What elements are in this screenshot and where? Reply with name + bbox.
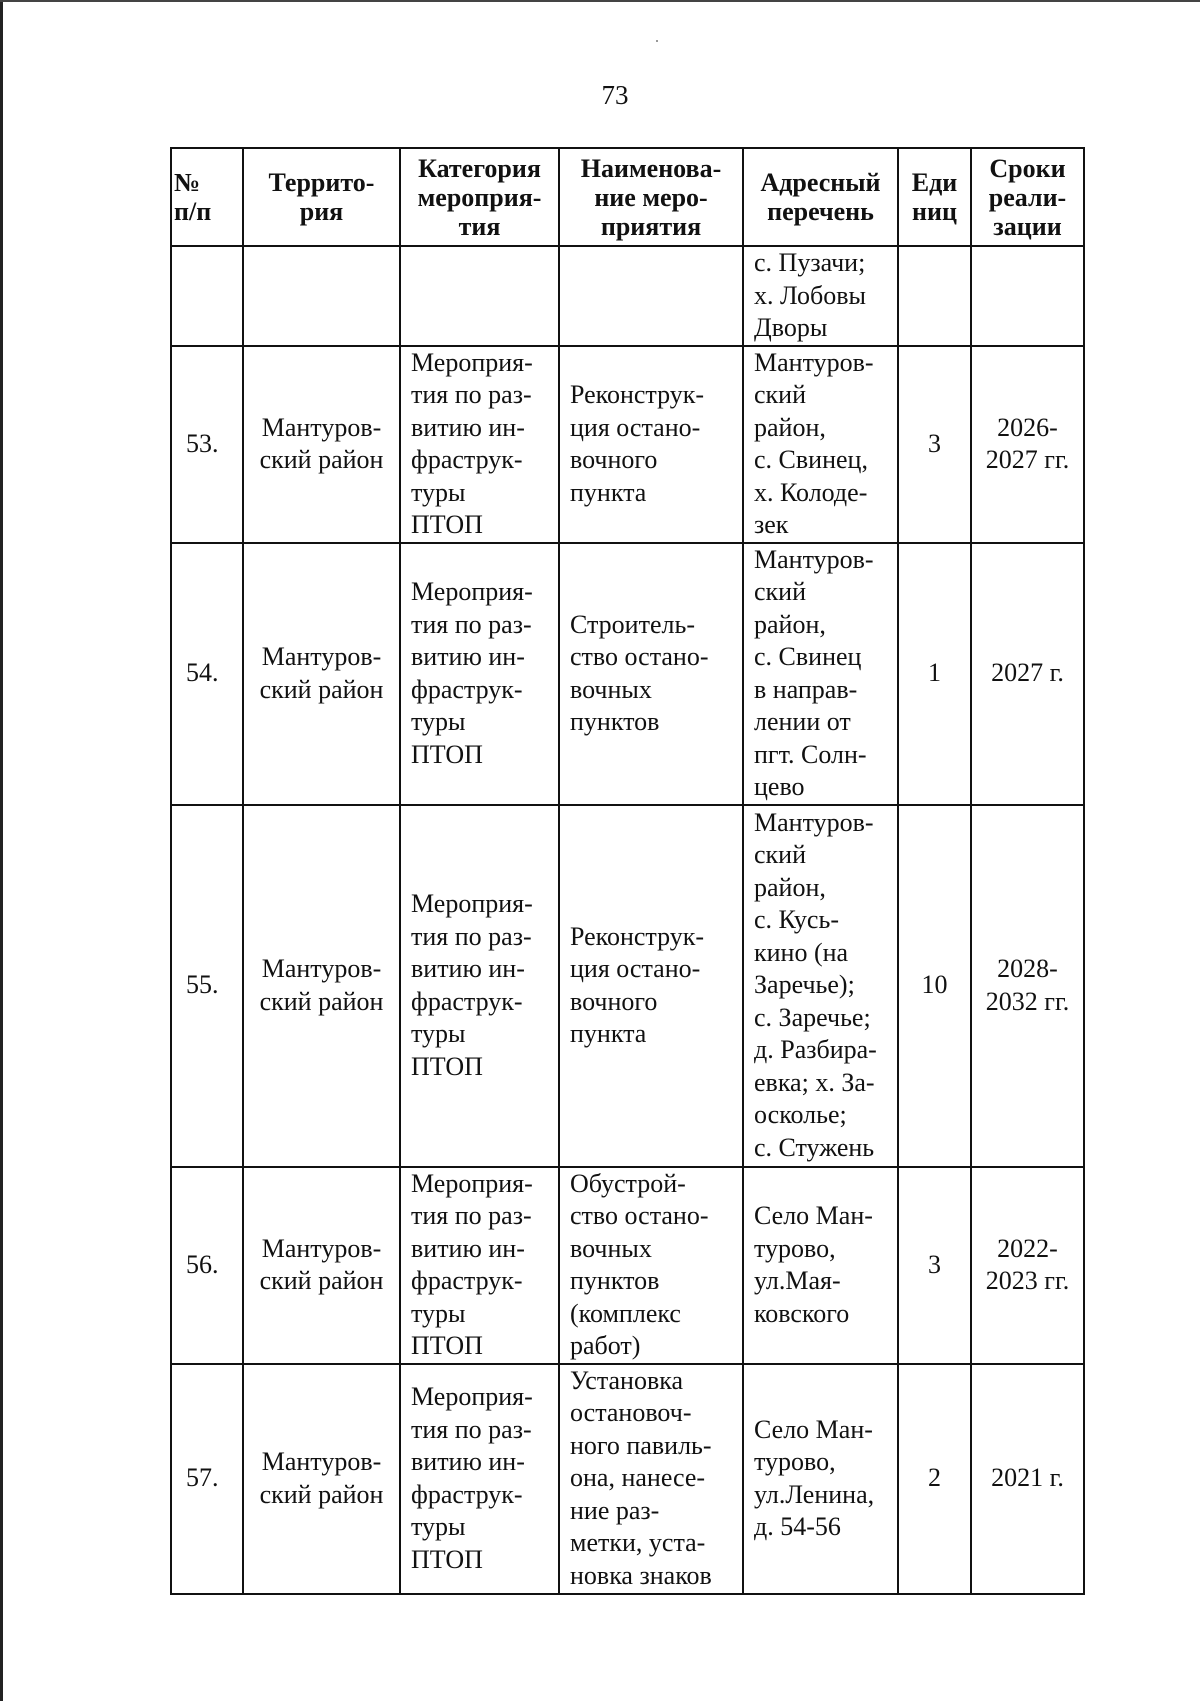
cell-category xyxy=(400,1167,559,1364)
cell-units-text: 2 xyxy=(928,1463,941,1493)
cell-territory xyxy=(243,1167,400,1364)
cell-units xyxy=(898,543,971,805)
cell-dates-text: 2027 г. xyxy=(991,658,1064,688)
table-row xyxy=(171,1167,1084,1364)
header-dates-text: Сроки реали- зации xyxy=(988,153,1067,241)
cell-dates xyxy=(971,1364,1084,1594)
cell-address-text: Мантуров- ский район, с. Свинец, х. Колоде- зек xyxy=(754,347,874,539)
header-address-text: Адресный перечень xyxy=(760,168,881,226)
table-body xyxy=(171,246,1084,1594)
cell-territory-text: Мантуров- ский район xyxy=(259,1447,384,1509)
cell-dates xyxy=(971,805,1084,1167)
cell-territory xyxy=(243,346,400,543)
header-num xyxy=(171,148,243,246)
table-row xyxy=(171,346,1084,543)
cell-name-text: Реконструк- ция остано- вочного пункта xyxy=(570,380,705,507)
cell-category xyxy=(400,246,559,346)
cell-name-text: Реконструк- ция остано- вочного пункта xyxy=(570,921,705,1048)
cell-territory xyxy=(243,805,400,1167)
table-row xyxy=(171,246,1084,346)
cell-num-text: 53. xyxy=(186,428,219,458)
cell-units-text: 3 xyxy=(928,428,941,458)
cell-address xyxy=(743,1167,898,1364)
cell-address xyxy=(743,246,898,346)
cell-name xyxy=(559,1167,743,1364)
cell-address-text: с. Пузачи; х. Лобовы Дворы xyxy=(754,248,866,342)
cell-category xyxy=(400,346,559,543)
scan-speck xyxy=(656,40,658,42)
cell-num xyxy=(171,1364,243,1594)
cell-dates xyxy=(971,1167,1084,1364)
cell-name xyxy=(559,1364,743,1594)
cell-num xyxy=(171,1167,243,1364)
table-row xyxy=(171,1364,1084,1594)
cell-category xyxy=(400,1364,559,1594)
cell-category-text: Мероприя- тия по раз- витию ин- фраструк- туры ПТОП xyxy=(411,889,533,1081)
cell-num xyxy=(171,346,243,543)
header-row xyxy=(171,148,1084,246)
cell-units xyxy=(898,1364,971,1594)
cell-num xyxy=(171,543,243,805)
header-units xyxy=(898,148,971,246)
cell-territory xyxy=(243,543,400,805)
cell-name xyxy=(559,805,743,1167)
cell-dates-text: 2026- 2027 гг. xyxy=(985,412,1070,474)
cell-territory-text: Мантуров- ский район xyxy=(259,1233,384,1295)
measures-table xyxy=(170,147,1085,1595)
cell-units-text: 10 xyxy=(921,970,948,1000)
cell-territory-text: Мантуров- ский район xyxy=(259,642,384,704)
cell-units xyxy=(898,246,971,346)
cell-name-text: Обустрой- ство остано- вочных пунктов (комплекс работ) xyxy=(570,1168,709,1360)
cell-category xyxy=(400,805,559,1167)
cell-dates-text: 2028- 2032 гг. xyxy=(985,954,1070,1016)
cell-num-text: 55. xyxy=(186,970,219,1000)
cell-dates xyxy=(971,543,1084,805)
cell-units xyxy=(898,346,971,543)
header-dates xyxy=(971,148,1084,246)
cell-address-text: Село Ман- турово, ул.Ленина, д. 54-56 xyxy=(754,1414,875,1541)
cell-name xyxy=(559,246,743,346)
cell-category-text: Мероприя- тия по раз- витию ин- фраструк- туры ПТОП xyxy=(411,1382,533,1574)
cell-address-text: Мантуров- ский район, с. Свинец в направ- лении от пгт. Солн- цево xyxy=(754,544,874,801)
cell-address xyxy=(743,346,898,543)
cell-num-text: 56. xyxy=(186,1249,219,1279)
cell-territory xyxy=(243,246,400,346)
cell-name xyxy=(559,346,743,543)
table-row xyxy=(171,543,1084,805)
cell-num-text: 57. xyxy=(186,1463,219,1493)
cell-address xyxy=(743,543,898,805)
cell-name xyxy=(559,543,743,805)
header-name xyxy=(559,148,743,246)
cell-units-text: 3 xyxy=(928,1249,941,1279)
cell-territory xyxy=(243,1364,400,1594)
cell-dates-text: 2021 г. xyxy=(991,1463,1064,1493)
page-number: 73 xyxy=(601,80,629,110)
cell-address-text: Мантуров- ский район, с. Кусь- кино (на Заречье); с. Заречье; д. Разбира- евка; х. За- осколье; с. Стужень xyxy=(754,807,877,1162)
cell-num xyxy=(171,246,243,346)
cell-address xyxy=(743,805,898,1167)
header-units-text: Еди ниц xyxy=(911,168,958,226)
cell-territory-text: Мантуров- ский район xyxy=(259,412,384,474)
cell-address xyxy=(743,1364,898,1594)
cell-category-text: Мероприя- тия по раз- витию ин- фраструк- туры ПТОП xyxy=(411,347,533,539)
cell-name-text: Установка остановоч- ного павиль- она, нанесе- ние раз- метки, уста- новка знаков xyxy=(570,1365,712,1590)
cell-num xyxy=(171,805,243,1167)
cell-num-text: 54. xyxy=(186,658,219,688)
header-num-text: № п/п xyxy=(174,168,212,226)
table-row xyxy=(171,805,1084,1167)
cell-dates xyxy=(971,246,1084,346)
header-category xyxy=(400,148,559,246)
cell-units xyxy=(898,1167,971,1364)
cell-address-text: Село Ман- турово, ул.Мая- ковского xyxy=(754,1201,873,1328)
cell-category xyxy=(400,543,559,805)
cell-territory-text: Мантуров- ский район xyxy=(259,954,384,1016)
scan-left-edge xyxy=(0,0,3,1701)
scan-top-edge xyxy=(0,0,1200,2)
cell-units xyxy=(898,805,971,1167)
cell-category-text: Мероприя- тия по раз- витию ин- фраструк- туры ПТОП xyxy=(411,577,533,769)
header-name-text: Наименова- ние меро- приятия xyxy=(580,153,722,241)
cell-units-text: 1 xyxy=(928,658,941,688)
table-header xyxy=(171,148,1084,246)
header-address xyxy=(743,148,898,246)
cell-dates-text: 2022- 2023 гг. xyxy=(985,1233,1070,1295)
cell-category-text: Мероприя- тия по раз- витию ин- фраструк- туры ПТОП xyxy=(411,1168,533,1360)
header-category-text: Категория мероприя- тия xyxy=(417,153,542,241)
header-territory-text: Террито- рия xyxy=(268,168,375,226)
cell-name-text: Строитель- ство остано- вочных пунктов xyxy=(570,609,709,736)
cell-dates xyxy=(971,346,1084,543)
header-territory xyxy=(243,148,400,246)
